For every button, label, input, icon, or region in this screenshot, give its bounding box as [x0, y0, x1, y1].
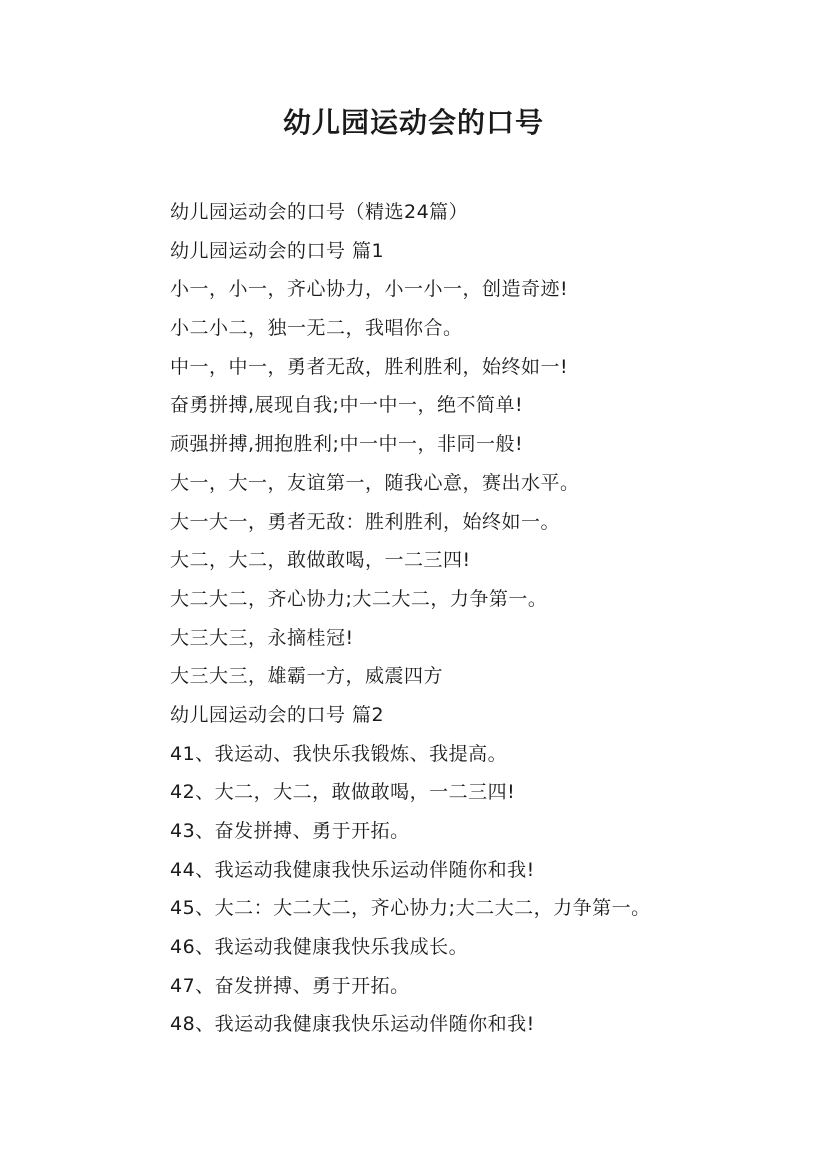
text-line: 大一大一，勇者无敌：胜利胜利，始终如一。	[170, 510, 561, 533]
text-line: 中一，中一，勇者无敌，胜利胜利，始终如一!	[170, 355, 569, 378]
text-line: 大一，大一，友谊第一，随我心意，赛出水平。	[170, 471, 580, 494]
text-line: 44、我运动我健康我快乐运动伴随你和我!	[170, 858, 535, 881]
text-line: 47、奋发拼搏、勇于开拓。	[170, 974, 410, 997]
text-line: 幼儿园运动会的口号 篇2	[170, 703, 385, 726]
text-line: 48、我运动我健康我快乐运动伴随你和我!	[170, 1013, 535, 1036]
text-line: 大二，大二，敢做敢喝，一二三四!	[170, 549, 471, 572]
text-line: 45、大二：大二大二，齐心协力;大二大二，力争第一。	[170, 897, 651, 920]
text-line: 大三大三，永摘桂冠!	[170, 626, 354, 649]
text-line: 小二小二，独一无二，我唱你合。	[170, 317, 463, 340]
document-title: 幼儿园运动会的口号	[282, 106, 544, 139]
text-line: 43、奋发拼搏、勇于开拓。	[170, 820, 410, 842]
text-line: 小一，小一，齐心协力，小一小一，创造奇迹!	[170, 278, 569, 301]
text-line: 41、我运动、我快乐我锻炼、我提高。	[170, 742, 508, 765]
slogan-list	[170, 193, 810, 1044]
text-line: 幼儿园运动会的口号（精选24篇）	[170, 201, 469, 223]
text-line: 46、我运动我健康我快乐我成长。	[170, 936, 469, 959]
text-line: 大三大三，雄霸一方，威震四方	[170, 665, 444, 688]
text-line: 奋勇拼搏,展现自我;中一中一，绝不简单!	[170, 394, 524, 417]
text-line: 42、大二，大二，敢做敢喝，一二三四!	[170, 781, 516, 804]
text-line: 大二大二，齐心协力;大二大二，力争第一。	[170, 587, 548, 610]
text-line: 幼儿园运动会的口号 篇1	[170, 239, 385, 262]
text-line: 顽强拼搏,拥抱胜利;中一中一，非同一般!	[170, 433, 524, 456]
